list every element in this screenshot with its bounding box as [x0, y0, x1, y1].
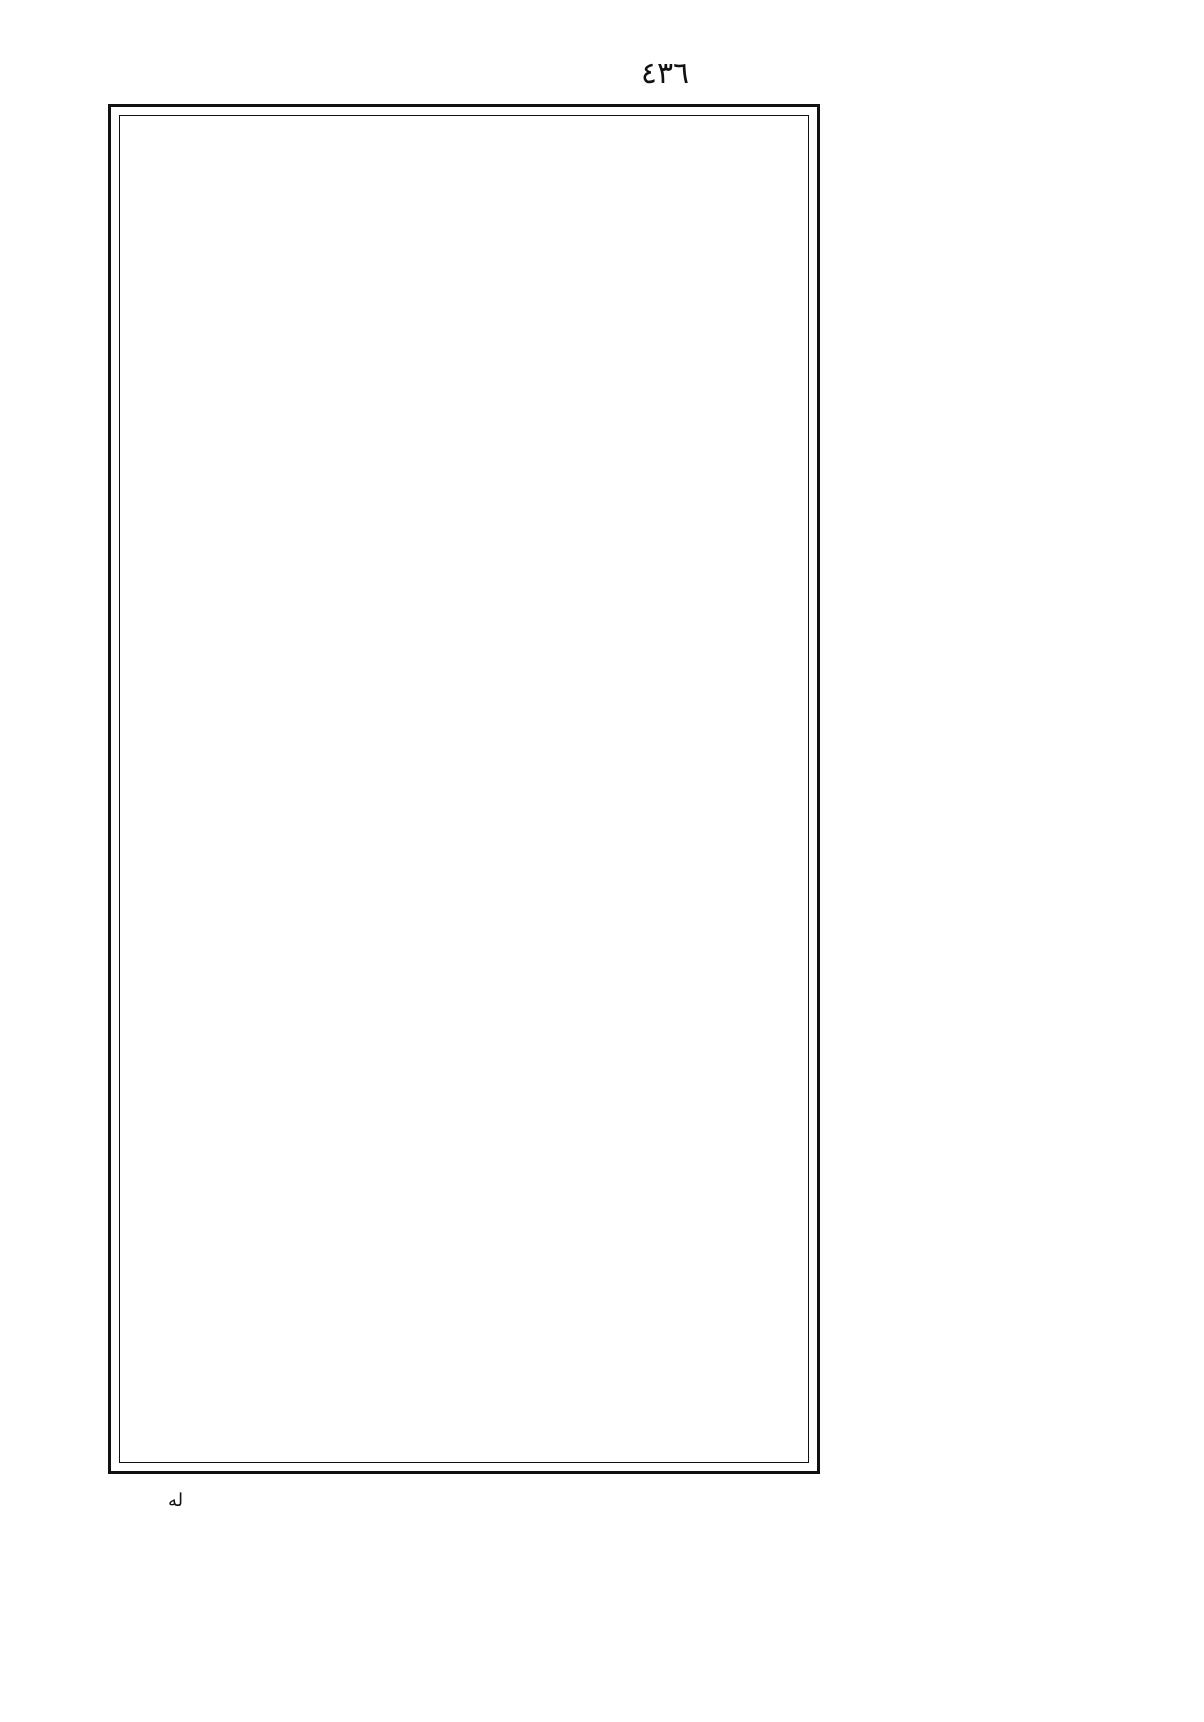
margin-text-line	[820, 202, 1196, 255]
margin-text-line	[820, 202, 1196, 255]
margin-text-line	[820, 202, 1196, 255]
margin-text-line	[820, 202, 1196, 255]
margin-text-line	[820, 202, 1196, 255]
catchword: له	[168, 1490, 184, 1511]
margin-text-line	[820, 202, 1196, 255]
margin-text-line	[820, 202, 1196, 255]
page-number: ٤٣٦	[640, 56, 690, 91]
margin-text-line	[820, 202, 1196, 255]
margin-text-line	[820, 202, 1196, 255]
margin-text-line	[820, 202, 1196, 255]
margin-text-line	[820, 202, 1196, 255]
margin-text-line	[820, 202, 1196, 255]
margin-text-line	[820, 202, 1196, 255]
main-text-block	[125, 117, 803, 1461]
margin-text-line	[820, 202, 1196, 255]
margin-text-line	[820, 202, 1196, 255]
margin-text-line	[820, 202, 1196, 255]
margin-text-line	[820, 202, 1196, 255]
main-text-frame	[108, 104, 820, 1474]
margin-text-line	[820, 202, 1196, 255]
margin-commentary	[820, 202, 1204, 928]
margin-text-line	[820, 202, 1196, 255]
